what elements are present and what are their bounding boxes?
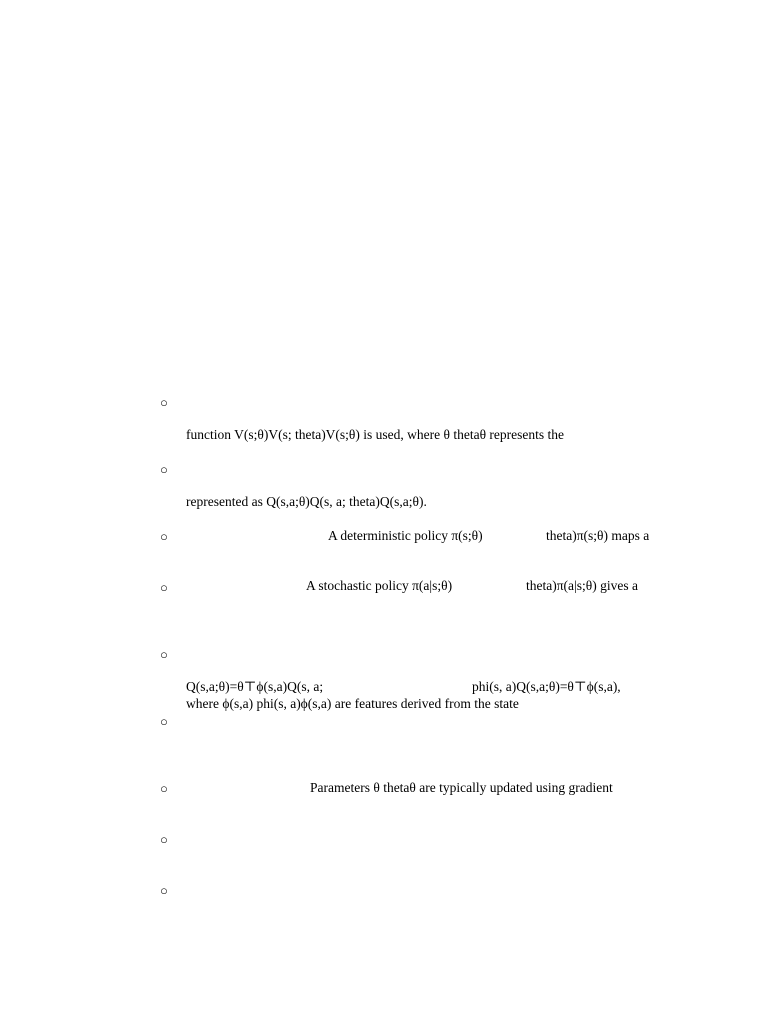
text-line-deterministic-policy-cont: theta)π(s;θ) maps a <box>546 528 650 543</box>
bullet-marker-8: ○ <box>160 832 168 847</box>
text-line-stochastic-policy-cont: theta)π(a|s;θ) gives a <box>526 578 638 593</box>
text-line-features: where ϕ(s,a) phi(s, a)ϕ(s,a) are features derived from the state <box>186 696 519 711</box>
bullet-marker-3: ○ <box>160 529 168 544</box>
text-line-linear-q: Q(s,a;θ)=θ⊤ϕ(s,a)Q(s, a; <box>186 679 324 694</box>
text-line-parameters: Parameters θ thetaθ are typically updated using gradient <box>310 780 613 795</box>
bullet-marker-1: ○ <box>160 395 168 410</box>
text-line-stochastic-policy: A stochastic policy π(a|s;θ) <box>306 578 453 593</box>
bullet-marker-7: ○ <box>160 781 168 796</box>
text-line-q-representation: represented as Q(s,a;θ)Q(s, a; theta)Q(s,a;θ). <box>186 494 427 509</box>
bullet-marker-9: ○ <box>160 883 168 898</box>
text-line-linear-q-cont: phi(s, a)Q(s,a;θ)=θ⊤ϕ(s,a), <box>472 679 621 694</box>
bullet-marker-6: ○ <box>160 714 168 729</box>
text-line-value-function: function V(s;θ)V(s; theta)V(s;θ) is used, where θ thetaθ represents the <box>186 427 565 442</box>
bullet-marker-2: ○ <box>160 462 168 477</box>
bullet-marker-4: ○ <box>160 580 168 595</box>
bullet-marker-5: ○ <box>160 647 168 662</box>
text-line-deterministic-policy: A deterministic policy π(s;θ) <box>328 528 483 543</box>
